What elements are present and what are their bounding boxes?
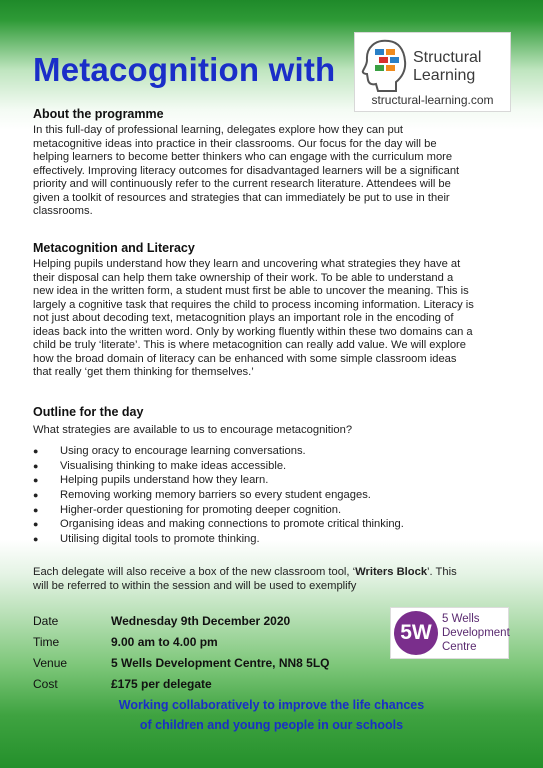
date-value: Wednesday 9th December 2020: [111, 614, 291, 628]
tagline-line-1: Working collaboratively to improve the life chances: [118, 698, 425, 712]
about-paragraph: In this full-day of professional learning, delegates explore how they can put metacognitive ideas into practice in their classrooms. Our focus for the day will be helping learners to become better thinkers who can engage with the curriculum more effectively. Improving literacy outcomes for disadvantaged learners will be a significant priority and will continuously refer to the current research literature. Attendees will be given a toolkit of resources and strategies that can immediately be put to use in their classrooms.: [33, 124, 460, 217]
list-item: ● Organising ideas and making connections to promote critical thinking.: [33, 518, 404, 531]
literacy-paragraph: Helping pupils understand how they learn and uncovering what strategies they have at their disposal can help them take ownership of their work. To be able to understand a new idea in the written form, a student must first be able to uncover the meaning. This is largely a cognitive task that requires the child to process incoming information. Literacy is not just about decoding text, metacognition plays an important role in the encoding of ideas back into the written word. Only by working fluently within these two domains can a child be truly ‘literate’. This is where metacognition can really add value. We will explore how the broad domain of literacy can be enhanced with some simple classroom ideas that really ‘get them thinking for themselves.’: [33, 258, 474, 378]
strategy-list: [33, 444, 513, 547]
logo-url: structural-learning.com: [371, 93, 494, 107]
cost-value: £175 per delegate: [111, 677, 212, 691]
outline-heading: Outline for the day: [33, 405, 144, 419]
list-item: ● Helping pupils understand how they learn.: [33, 474, 269, 487]
bullet-icon: ●: [33, 490, 39, 501]
five-wells-name: 5 Wells Development Centre: [442, 613, 510, 653]
five-wells-logo: [390, 607, 509, 659]
head-silhouette-icon: [361, 37, 409, 93]
cost-label: Cost: [33, 677, 58, 691]
structural-learning-logo: [354, 32, 511, 112]
bullet-icon: ●: [33, 460, 39, 471]
bullet-icon: ●: [33, 475, 39, 486]
tagline-line-2: of children and young people in our schools: [139, 718, 404, 732]
five-wells-mark: 5W: [394, 611, 438, 655]
page-title: Metacognition with: [33, 51, 336, 88]
list-item: ● Higher-order questioning for promoting deeper cognition.: [33, 503, 342, 516]
outline-intro: What strategies are available to us to encourage metacognition?: [33, 424, 353, 436]
list-item: ● Visualising thinking to make ideas accessible.: [33, 459, 287, 472]
logo-brand-name: Structural Learning: [413, 49, 482, 84]
time-label: Time: [33, 635, 60, 649]
time-value: 9.00 am to 4.00 pm: [111, 635, 218, 649]
writers-block-name: Writers Block: [355, 566, 428, 578]
venue-value: 5 Wells Development Centre, NN8 5LQ: [111, 656, 330, 670]
bullet-icon: ●: [33, 534, 39, 545]
bullet-icon: ●: [33, 446, 39, 456]
literacy-heading: Metacognition and Literacy: [33, 241, 195, 255]
date-label: Date: [33, 614, 59, 628]
venue-label: Venue: [33, 656, 68, 670]
bullet-icon: ●: [33, 504, 39, 515]
about-heading: About the programme: [33, 107, 164, 121]
list-item: ● Removing working memory barriers so every student engages.: [33, 489, 371, 502]
writers-block-note: Each delegate will also receive a box of the new classroom tool, ‘Writers Block’. This will be referred to within the session and will be used to exemplify: [33, 566, 457, 592]
list-item: ● Using oracy to encourage learning conversations.: [33, 445, 306, 457]
list-item: ● Utilising digital tools to promote thinking.: [33, 533, 260, 546]
bullet-icon: ●: [33, 519, 39, 530]
